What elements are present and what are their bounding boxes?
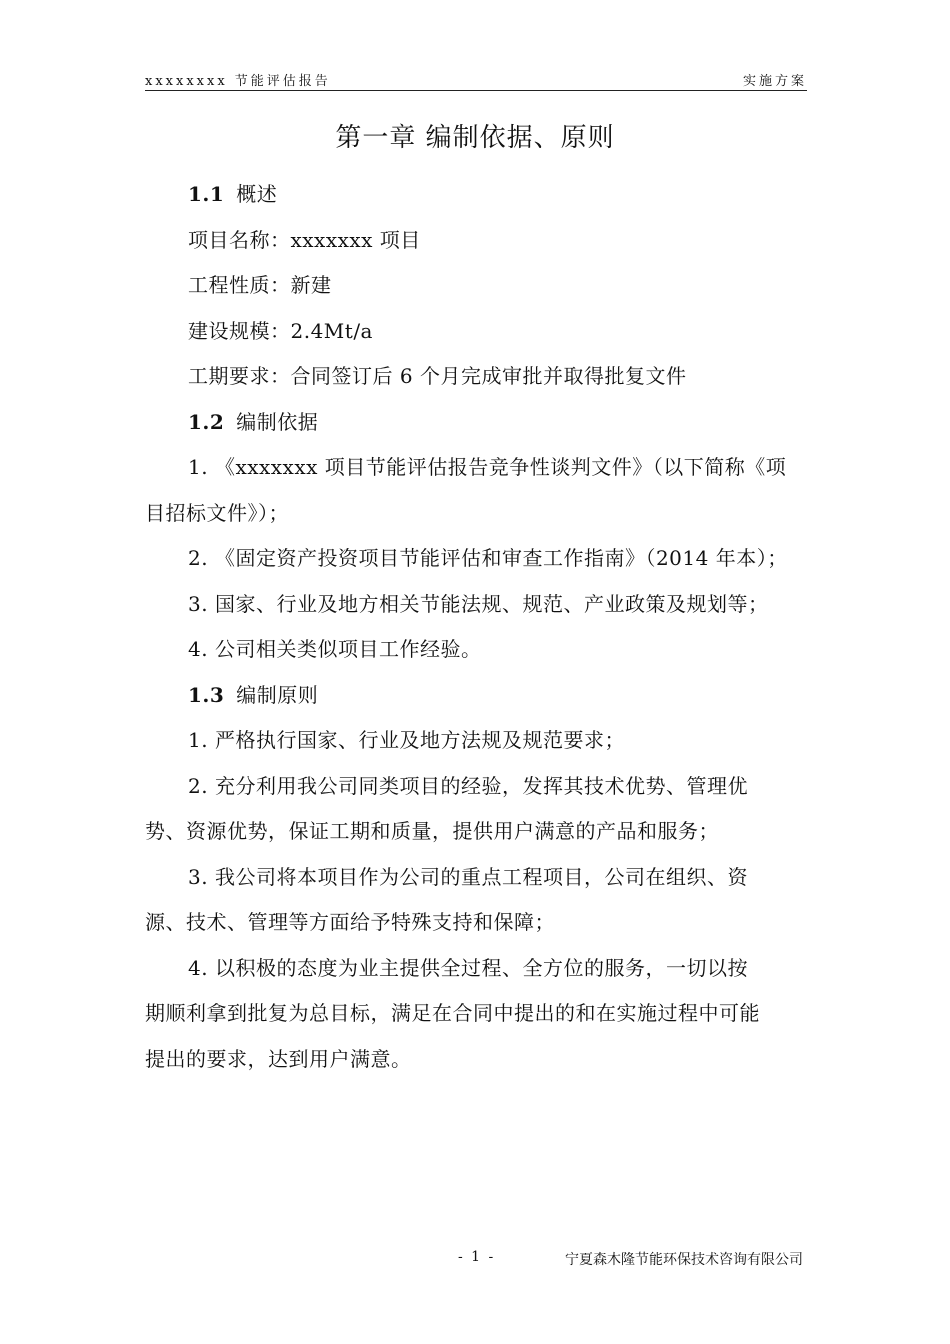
paragraph-line: 1. 严格执行国家、行业及地方法规及规范要求；	[188, 728, 625, 752]
section-heading-text: 编制原则	[236, 682, 319, 707]
header-section-name: 实施方案	[742, 74, 807, 89]
section-number: 1.1	[188, 182, 225, 206]
document-body	[145, 172, 807, 1082]
paragraph-line: 3. 国家、行业及地方相关节能法规、规范、产业政策及规划等；	[188, 591, 769, 616]
paragraph-line: 4. 以积极的态度为业主提供全过程、全方位的服务，一切以按	[188, 955, 748, 980]
chapter-title: 第一章 编制依据、原则	[335, 123, 615, 153]
section-heading-text: 概述	[236, 182, 278, 206]
paragraph-line: 源、技术、管理等方面给予特殊支持和保障；	[145, 910, 555, 934]
paragraph-line: 3. 我公司将本项目作为公司的重点工程项目，公司在组织、资	[188, 864, 748, 889]
paragraph-line: 项目名称：xxxxxxx 项目	[188, 227, 421, 252]
page-number: - 1 -	[458, 1249, 496, 1265]
header-report-title: xxxxxxxx 节能评估报告	[145, 74, 331, 89]
paragraph-line: 2. 《固定资产投资项目节能评估和审查工作指南》（2014 年本）；	[188, 546, 788, 570]
paragraph-line: 建设规模：2.4Mt/a	[188, 318, 373, 343]
paragraph-line: 提出的要求，达到用户满意。	[145, 1046, 412, 1071]
footer-company-name: 宁夏森木隆节能环保技术咨询有限公司	[565, 1252, 803, 1268]
paragraph-line: 2. 充分利用我公司同类项目的经验，发挥其技术优势、管理优	[188, 773, 748, 798]
paragraph-line: 工期要求：合同签订后 6 个月完成审批并取得批复文件	[188, 364, 687, 388]
page-header	[145, 68, 807, 91]
paragraph-line: 工程性质：新建	[188, 273, 332, 297]
paragraph-line: 4. 公司相关类似项目工作经验。	[188, 637, 482, 661]
paragraph-line: 1. 《xxxxxxx 项目节能评估报告竞争性谈判文件》（以下简称《项	[188, 455, 787, 479]
paragraph-line: 目招标文件》）；	[145, 500, 289, 525]
paragraph-line: 势、资源优势，保证工期和质量，提供用户满意的产品和服务；	[145, 819, 719, 843]
paragraph-line: 期顺利拿到批复为总目标，满足在合同中提出的和在实施过程中可能	[145, 1001, 760, 1025]
page-footer	[0, 1249, 950, 1269]
section-heading-text: 编制依据	[236, 409, 319, 434]
section-heading-principles	[145, 673, 807, 719]
section-heading-overview	[145, 172, 807, 218]
section-number: 1.2	[188, 409, 225, 434]
section-heading-basis	[145, 400, 807, 446]
section-number: 1.3	[188, 682, 225, 707]
